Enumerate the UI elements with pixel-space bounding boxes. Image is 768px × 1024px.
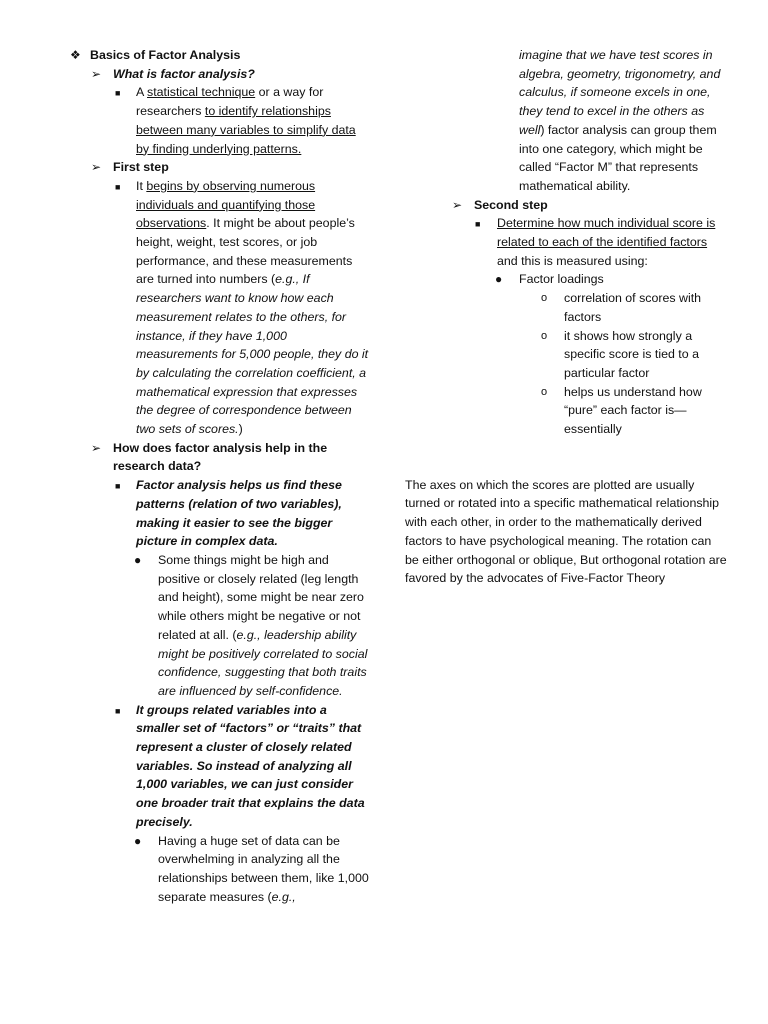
list-item	[70, 177, 370, 439]
list-item	[70, 701, 370, 832]
dot-bullet-icon: ●	[134, 833, 142, 848]
subsection-heading: First step	[113, 160, 169, 175]
square-bullet-icon: ■	[115, 88, 121, 99]
text-italic: imagine that we have test scores in algebra, geometry, trigonometry, and calculus, if someone excels in one, they tend to excel in the others as well	[519, 48, 721, 137]
list-item	[405, 383, 727, 439]
text: The axes on which the scores are plotted are usually turned or rotated into a specific mathematical relationship with each other, in order to the mathematically derived factors to have psychological meaning. The rotation can be either orthogonal or oblique, But orthogonal rotation are favored by the advocates of Five-Factor Theory	[405, 477, 727, 586]
dot-bullet-icon: ●	[495, 272, 503, 287]
subsection-what-is	[70, 65, 370, 84]
right-column	[405, 46, 727, 588]
list-item	[405, 270, 727, 289]
left-column	[70, 46, 370, 906]
text-underlined: statistical technique	[147, 85, 256, 100]
dot-bullet-icon: ●	[134, 552, 142, 567]
text: and this is measured using:	[497, 253, 648, 268]
square-bullet-icon: ■	[115, 181, 121, 192]
text-bold-italic: It groups related variables into a smaller set of “factors” or “traits” that represent a cluster of closely related variables. So instead of analyzing all 1,000 variables, we can just consider one broader trait that explains the data precisely.	[136, 702, 365, 829]
text: or a way for researchers	[136, 85, 324, 119]
circle-bullet-icon: o	[541, 292, 548, 305]
text-underlined: begins by observing numerous individuals and quantifying those observations	[136, 178, 316, 231]
text-italic: e.g., If researchers want to know how each measurement relates to the others, for instance, if they have 1,000 measurements for 5,000 people, they do it by calculating the correlation coefficient, a mathematical expression that expresses the degree of correspondence between two sets of scores.	[136, 272, 369, 437]
list-item	[70, 476, 370, 551]
square-bullet-icon: ■	[475, 219, 481, 230]
subsection-heading: How does factor analysis help in the research data?	[113, 440, 328, 474]
square-bullet-icon: ■	[115, 481, 121, 492]
list-item	[405, 214, 727, 270]
section-basics	[70, 46, 370, 65]
circle-bullet-icon: o	[541, 385, 548, 398]
text: ) factor analysis can group them into one category, which might be called “Factor M” that represents mathematical ability.	[519, 122, 717, 193]
arrow-bullet-icon: ➢	[91, 66, 102, 81]
text: Factor loadings	[519, 272, 604, 287]
subsection-how-helps	[70, 439, 370, 476]
subsection-heading: What is factor analysis?	[113, 66, 255, 81]
square-bullet-icon: ■	[115, 705, 121, 716]
text: correlation of scores with factors	[564, 291, 702, 324]
text-bold-italic: Factor analysis helps us find these patterns (relation of two variables), making it easier to see the bigger picture in complex data.	[136, 478, 342, 549]
continuation-text	[405, 46, 727, 196]
diamond-bullet-icon: ❖	[70, 48, 81, 62]
list-item	[405, 327, 727, 383]
arrow-bullet-icon: ➢	[452, 197, 463, 212]
arrow-bullet-icon: ➢	[91, 160, 102, 175]
text: it shows how strongly a specific score is tied to a particular factor	[564, 328, 699, 380]
paragraph	[405, 476, 727, 588]
section-title: Basics of Factor Analysis	[90, 48, 241, 62]
text: )	[238, 422, 243, 437]
text-underlined: Determine how much individual score is related to each of the identified factors	[497, 216, 716, 250]
text-underlined: to identify relationships between many variables to simplify data by finding underlying patterns.	[136, 104, 356, 156]
list-item	[70, 832, 370, 907]
list-item	[405, 289, 727, 326]
list-item	[70, 551, 370, 701]
text: It	[136, 178, 147, 193]
text-italic: e.g., leadership ability might be positively correlated to social confidence, suggesting that both traits are influenced by self-confidence.	[158, 627, 368, 698]
text: helps us understand how “pure” each factor is—essentially	[564, 384, 702, 437]
subsection-second-step	[405, 196, 727, 215]
subsection-first-step	[70, 158, 370, 177]
text: Having a huge set of data can be overwhelming in analyzing all the relationships between them, like 1,000 separate measures (	[158, 833, 369, 904]
subsection-heading: Second step	[474, 197, 548, 212]
text: A	[136, 85, 148, 100]
text-italic: e.g.,	[271, 889, 296, 904]
circle-bullet-icon: o	[541, 329, 548, 342]
arrow-bullet-icon: ➢	[91, 440, 102, 455]
text: Some things might be high and positive or closely related (leg length and height), some might be near zero while others might be negative or not related at all. (	[158, 552, 364, 642]
list-item	[70, 83, 370, 158]
text: . It might be about people’s height, weight, test scores, or job performance, and these measurements are turned into numbers (	[136, 216, 355, 287]
